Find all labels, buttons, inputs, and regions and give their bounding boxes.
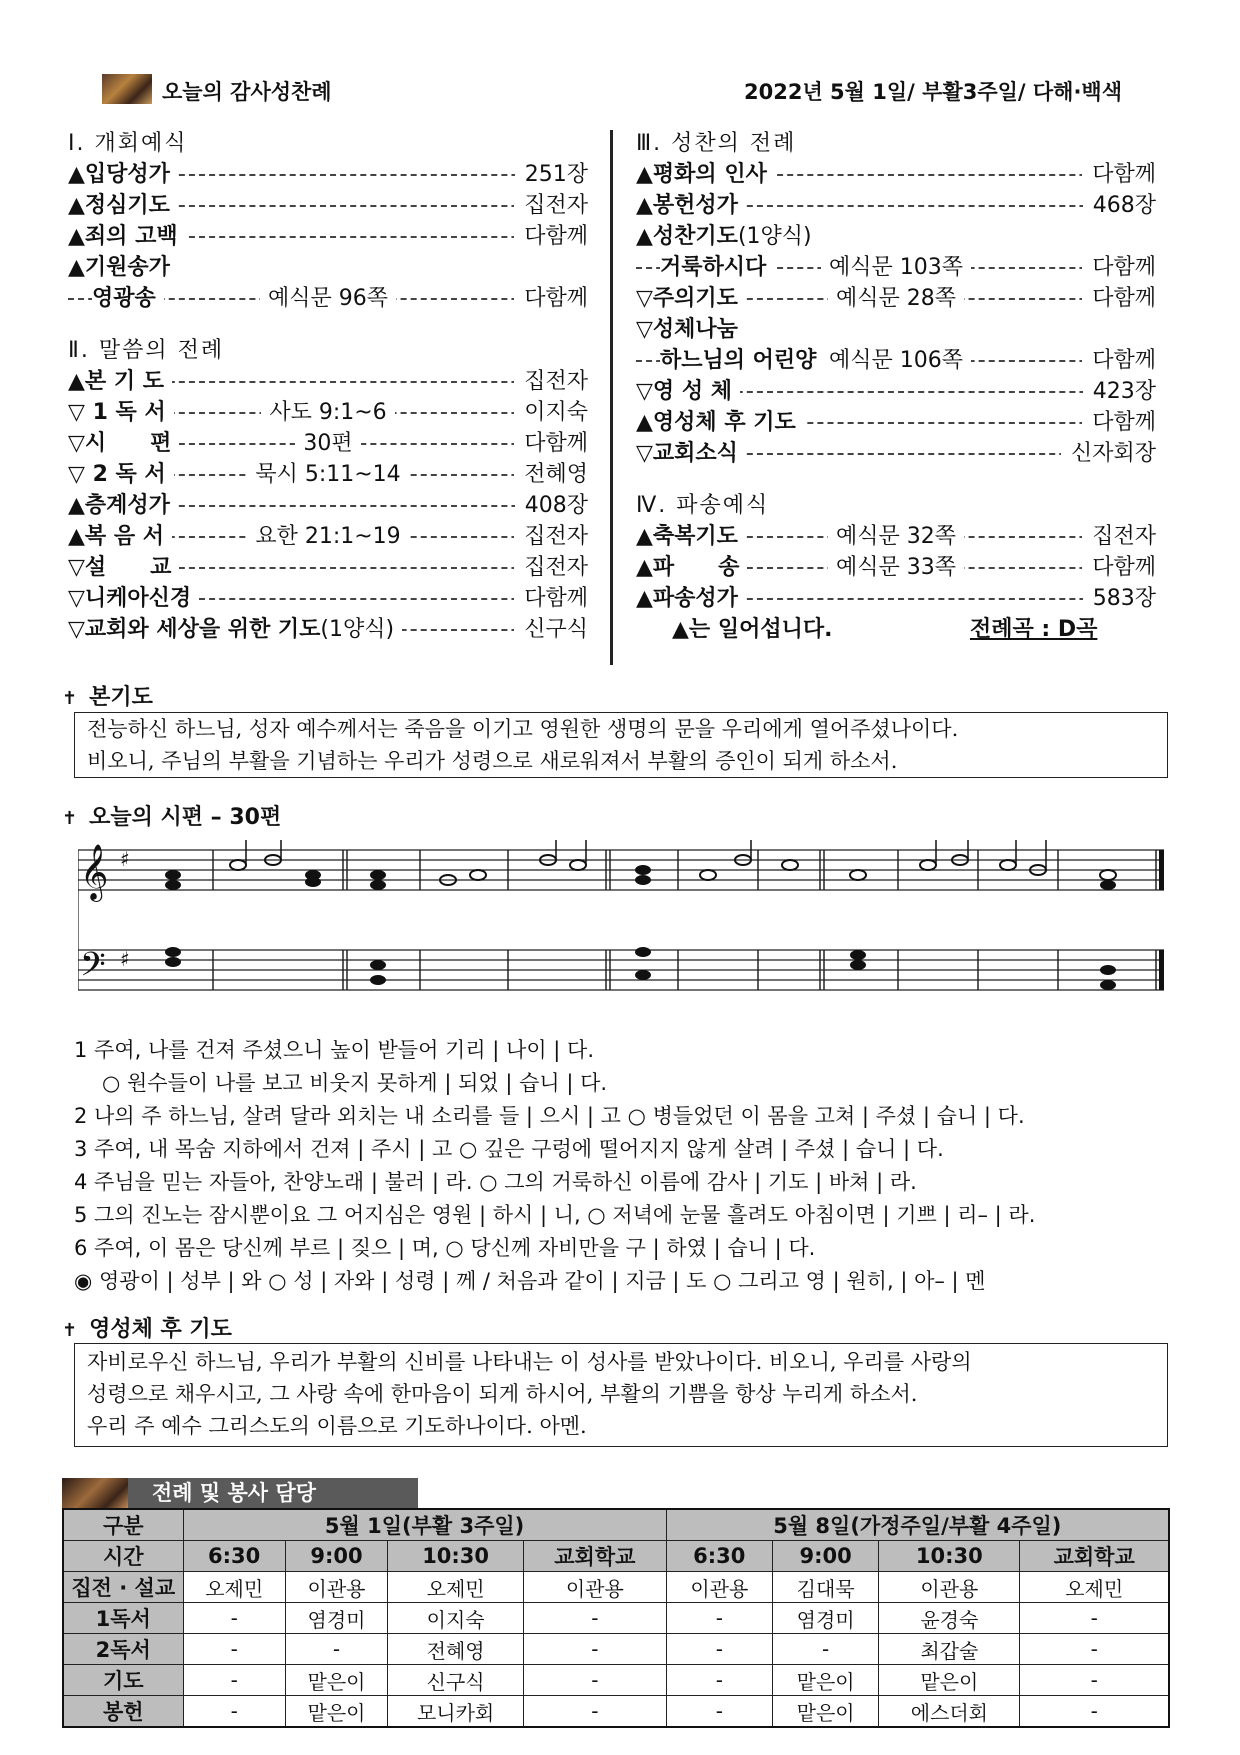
service-item-value: 집전자: [514, 190, 588, 221]
service-item-label: ▲기원송가: [68, 252, 178, 283]
cross-icon: ✝: [62, 1320, 78, 1341]
time-header: 9:00: [285, 1541, 387, 1572]
service-item: [68, 283, 588, 314]
table-cell: 김대묵: [772, 1572, 878, 1603]
service-item-reference: 예식문 33쪽: [828, 555, 964, 580]
service-item-label: ▲영성체 후 기도: [636, 407, 804, 438]
liturgy-music-note: 전례곡 : D곡: [970, 617, 1098, 642]
postcommunion-line: 자비로우신 하느님, 우리가 부활의 신비를 나타내는 이 성사를 받았나이다. 비오니, 우리를 사랑의: [87, 1350, 972, 1374]
svg-text:♯: ♯: [120, 947, 130, 971]
service-item: [636, 159, 1156, 190]
section-heading: Ⅳ. 파송예식: [636, 493, 770, 518]
service-item-reference: 예식문 106쪽: [821, 348, 971, 373]
service-item: [636, 438, 1156, 469]
column-divider: [610, 130, 613, 665]
service-item-reference: 사도 9:1~6: [261, 400, 394, 425]
psalm-text: [74, 1034, 1174, 1298]
service-item-value: 408장: [515, 490, 588, 521]
service-item-label: ▲층계성가: [68, 490, 178, 521]
table-cell: 모니카회: [388, 1696, 524, 1728]
service-item-reference: 요한 21:1~19: [247, 524, 408, 549]
service-item-label: ▲복 음 서: [68, 521, 172, 552]
service-item-reference: 30편: [295, 431, 360, 456]
service-item-value: 신자회장: [1061, 438, 1156, 469]
table-cell: 이관용: [285, 1572, 387, 1603]
svg-text:♯: ♯: [120, 847, 130, 871]
altar-photo: [102, 74, 152, 104]
service-item-reference: 예식문 96쪽: [260, 286, 396, 311]
table-cell: 에스더회: [879, 1696, 1020, 1728]
psalm-verse: 6 주여, 이 몸은 당신께 부르 | 짖으 | 며, ○ 당신께 자비만을 구 | 하였 | 습니 | 다.: [74, 1236, 816, 1260]
week-header: 5월 8일(가정주일/부활 4주일): [666, 1509, 1169, 1541]
table-cell: -: [183, 1603, 285, 1634]
service-item: [636, 376, 1156, 407]
service-item: [68, 583, 588, 614]
service-item-suffix: (1양식): [320, 617, 395, 642]
service-item: [68, 190, 588, 221]
postcommunion-line: 우리 주 예수 그리스도의 이름으로 기도하나이다. 아멘.: [87, 1414, 587, 1438]
service-item-label: ▲정심기도: [68, 190, 178, 221]
service-item-label: ▽교회소식: [636, 438, 746, 469]
psalm-verse: 4 주님을 믿는 자들아, 찬양노래 | 불러 | 라. ○ 그의 거룩하신 이름에 감사 | 기도 | 바쳐 | 라.: [74, 1170, 917, 1194]
table-cell: -: [666, 1603, 772, 1634]
table-cell: 이지숙: [388, 1603, 524, 1634]
table-cell: -: [666, 1696, 772, 1728]
spacer: [636, 469, 1156, 490]
table-cell: 맡은이: [772, 1665, 878, 1696]
table-row: [63, 1603, 1169, 1634]
page-title: 오늘의 감사성찬례: [162, 80, 332, 104]
service-item-value: 다함께: [1082, 407, 1156, 438]
time-header: 10:30: [388, 1541, 524, 1572]
service-item-value: 다함께: [514, 283, 588, 314]
service-item-reference: 예식문 28쪽: [828, 286, 964, 311]
table-cell: -: [183, 1665, 285, 1696]
service-item-label: ▲평화의 인사: [636, 159, 775, 190]
table-cell: 신구식: [388, 1665, 524, 1696]
table-cell: 맡은이: [285, 1665, 387, 1696]
service-item-value: 다함께: [1082, 283, 1156, 314]
service-item-label: ▲죄의 고백: [68, 221, 186, 252]
service-item-value: 468장: [1083, 190, 1156, 221]
spacer: [68, 314, 588, 335]
time-row-header: 시간: [63, 1541, 183, 1572]
service-item-label: ▽ 1 독 서: [68, 397, 174, 428]
table-cell: 최갑술: [879, 1634, 1020, 1665]
service-item-label: 영광송: [92, 283, 164, 314]
role-label: 봉헌: [63, 1696, 183, 1728]
service-item-label: ▲파 송: [636, 552, 747, 583]
psalm-verse: 3 주여, 내 목숨 지하에서 건져 | 주시 | 고 ○ 깊은 구렁에 떨어지지 않게 살려 | 주셨 | 습니 | 다.: [74, 1137, 944, 1161]
service-item-label: ▲입당성가: [68, 159, 178, 190]
table-cell: -: [285, 1634, 387, 1665]
svg-text:𝄢: 𝄢: [80, 946, 106, 992]
psalm-chant-score: [78, 840, 1168, 1010]
service-item: [68, 490, 588, 521]
service-item-value: 집전자: [514, 552, 588, 583]
service-item: [68, 221, 588, 252]
psalm-verse: 1 주여, 나를 건져 주셨으니 높이 받들어 기리 | 나이 | 다.: [74, 1038, 595, 1062]
psalm-verse: 5 그의 진노는 잠시뿐이요 그 어지심은 영원 | 하시 | 니, ○ 저녁에 눈물 흘려도 아침이면 | 기쁘 | 리– | 라.: [74, 1203, 1036, 1227]
service-item: [636, 407, 1156, 438]
table-cell: 오제민: [1020, 1572, 1169, 1603]
service-item-label: ▽영 성 체: [636, 376, 740, 407]
collect-line: 전능하신 하느님, 성자 예수께서는 죽음을 이기고 영원한 생명의 문을 우리에게 열어주셨나이다.: [87, 717, 959, 741]
service-item-value: 다함께: [514, 221, 588, 252]
postcommunion-line: 성령으로 채우시고, 그 사랑 속에 한마음이 되게 하시어, 부활의 기쁨을 항상 누리게 하소서.: [87, 1382, 918, 1406]
service-item-value: 신구식: [514, 614, 588, 645]
week-header: 5월 1일(부활 3주일): [183, 1509, 666, 1541]
table-cell: -: [1020, 1696, 1169, 1728]
time-header: 9:00: [772, 1541, 878, 1572]
table-cell: -: [772, 1634, 878, 1665]
cross-icon: ✝: [62, 688, 78, 709]
ministry-heading: [62, 1478, 418, 1508]
time-header: 교회학교: [1020, 1541, 1169, 1572]
service-item-label: 하느님의 어린양: [660, 345, 824, 376]
table-cell: 맡은이: [772, 1696, 878, 1728]
service-item: [636, 552, 1156, 583]
service-date: 2022년 5월 1일/ 부활3주일/ 다해·백색: [744, 80, 1122, 104]
service-item-reference: 예식문 103쪽: [821, 255, 971, 280]
order-of-service-right: [636, 128, 1156, 645]
service-item-value: 583장: [1083, 583, 1156, 614]
ministry-photo: [62, 1478, 128, 1508]
service-item: [68, 614, 588, 645]
table-row: [63, 1509, 1169, 1541]
service-item-value: 집전자: [514, 366, 588, 397]
service-item-value: 다함께: [514, 428, 588, 459]
service-item: [68, 521, 588, 552]
service-item: [636, 345, 1156, 376]
service-item: [68, 459, 588, 490]
role-label: 기도: [63, 1665, 183, 1696]
service-item-label: ▲봉헌성가: [636, 190, 746, 221]
table-cell: 염경미: [285, 1603, 387, 1634]
role-label: 2독서: [63, 1634, 183, 1665]
service-item: [68, 159, 588, 190]
service-item-value: 전혜영: [514, 459, 588, 490]
table-cell: -: [1020, 1603, 1169, 1634]
table-cell: 이관용: [879, 1572, 1020, 1603]
postcommunion-box: [74, 1343, 1168, 1447]
service-item-suffix: (1양식): [737, 224, 812, 249]
service-item-value: 다함께: [1082, 159, 1156, 190]
section-heading: Ⅲ. 성찬의 전례: [636, 131, 797, 156]
table-row: [63, 1696, 1169, 1728]
table-row: [63, 1665, 1169, 1696]
service-item: [636, 583, 1156, 614]
service-item-value: 다함께: [514, 583, 588, 614]
postcommunion-heading: ✝ 영성체 후 기도: [62, 1317, 232, 1342]
order-of-service-left: [68, 128, 588, 645]
service-item: [68, 252, 588, 283]
collect-heading: ✝ 본기도: [62, 685, 153, 710]
table-row: [63, 1541, 1169, 1572]
service-item-value: 251장: [515, 159, 588, 190]
table-cell: -: [183, 1634, 285, 1665]
corner-header: 구분: [63, 1509, 183, 1541]
service-item-value: 집전자: [1082, 521, 1156, 552]
time-header: 10:30: [879, 1541, 1020, 1572]
service-item: [636, 252, 1156, 283]
table-row: [63, 1634, 1169, 1665]
service-item-label: ▽주의기도: [636, 283, 746, 314]
service-item-label: ▲파송성가: [636, 583, 746, 614]
service-item-label: ▽설 교: [68, 552, 179, 583]
service-item-label: ▽ 2 독 서: [68, 459, 174, 490]
service-item-value: 다함께: [1082, 345, 1156, 376]
table-cell: -: [183, 1696, 285, 1728]
service-item-label: ▲축복기도: [636, 521, 746, 552]
table-cell: -: [666, 1634, 772, 1665]
table-cell: 전혜영: [388, 1634, 524, 1665]
service-item-label: ▲본 기 도: [68, 366, 172, 397]
standing-note: ▲는 일어섭니다.: [672, 617, 833, 642]
table-cell: -: [1020, 1665, 1169, 1696]
table-cell: -: [524, 1665, 667, 1696]
time-header: 교회학교: [524, 1541, 667, 1572]
svg-text:𝄞: 𝄞: [80, 844, 109, 900]
collect-box: [74, 712, 1168, 778]
service-item-value: 이지숙: [514, 397, 588, 428]
section-heading: Ⅱ. 말씀의 전례: [68, 338, 225, 363]
service-item: [68, 552, 588, 583]
table-cell: 맡은이: [879, 1665, 1020, 1696]
table-cell: 맡은이: [285, 1696, 387, 1728]
table-cell: 오제민: [183, 1572, 285, 1603]
table-cell: -: [524, 1696, 667, 1728]
service-item: [68, 366, 588, 397]
table-cell: 윤경숙: [879, 1603, 1020, 1634]
psalm-heading: ✝ 오늘의 시편 – 30편: [62, 805, 282, 830]
table-cell: 이관용: [666, 1572, 772, 1603]
table-cell: 이관용: [524, 1572, 667, 1603]
table-cell: -: [666, 1665, 772, 1696]
service-item-value: 423장: [1083, 376, 1156, 407]
service-item-label: ▽교회와 세상을 위한 기도(1양식): [68, 614, 402, 645]
table-cell: -: [524, 1603, 667, 1634]
role-label: 집전 · 설교: [63, 1572, 183, 1603]
page-header: [102, 72, 1122, 106]
ministry-table: [62, 1508, 1170, 1728]
service-item-value: 집전자: [514, 521, 588, 552]
service-item: [636, 283, 1156, 314]
ministry-title: 전례 및 봉사 담당: [128, 1478, 418, 1508]
psalm-verse: 2 나의 주 하느님, 살려 달라 외치는 내 소리를 들 | 으시 | 고 ○ 병들었던 이 몸을 고쳐 | 주셨 | 습니 | 다.: [74, 1104, 1025, 1128]
table-row: [63, 1572, 1169, 1603]
service-item: [636, 190, 1156, 221]
psalm-verse: ○ 원수들이 나를 보고 비웃지 못하게 | 되었 | 습니 | 다.: [102, 1071, 608, 1095]
service-item: [636, 314, 1156, 345]
table-cell: 염경미: [772, 1603, 878, 1634]
table-cell: 오제민: [388, 1572, 524, 1603]
service-item-value: 다함께: [1082, 252, 1156, 283]
cross-icon: ✝: [62, 808, 78, 829]
service-item-reference: 예식문 32쪽: [828, 524, 964, 549]
service-item-label: ▽성체나눔: [636, 314, 746, 345]
service-item-label: ▽시 편: [68, 428, 179, 459]
table-cell: -: [524, 1634, 667, 1665]
service-item: [68, 397, 588, 428]
role-label: 1독서: [63, 1603, 183, 1634]
service-item-label: 거룩하시다: [660, 252, 774, 283]
collect-line: 비오니, 주님의 부활을 기념하는 우리가 성령으로 새로워져서 부활의 증인이 되게 하소서.: [87, 749, 898, 773]
time-header: 6:30: [183, 1541, 285, 1572]
liturgy-note: [636, 614, 1156, 645]
time-header: 6:30: [666, 1541, 772, 1572]
service-item-label: ▽니케아신경: [68, 583, 199, 614]
service-item-value: 다함께: [1082, 552, 1156, 583]
table-cell: -: [1020, 1634, 1169, 1665]
service-item: [636, 521, 1156, 552]
service-item-label: ▲성찬기도(1양식): [636, 221, 820, 252]
service-item-reference: 묵시 5:11~14: [247, 462, 408, 487]
section-heading: Ⅰ. 개회예식: [68, 131, 188, 156]
service-item: [636, 221, 1156, 252]
psalm-doxology: ◉ 영광이 | 성부 | 와 ○ 성 | 자와 | 성령 | 께 / 처음과 같이 | 지금 | 도 ○ 그리고 영 | 원히, | 아– | 멘: [74, 1269, 986, 1293]
service-item: [68, 428, 588, 459]
